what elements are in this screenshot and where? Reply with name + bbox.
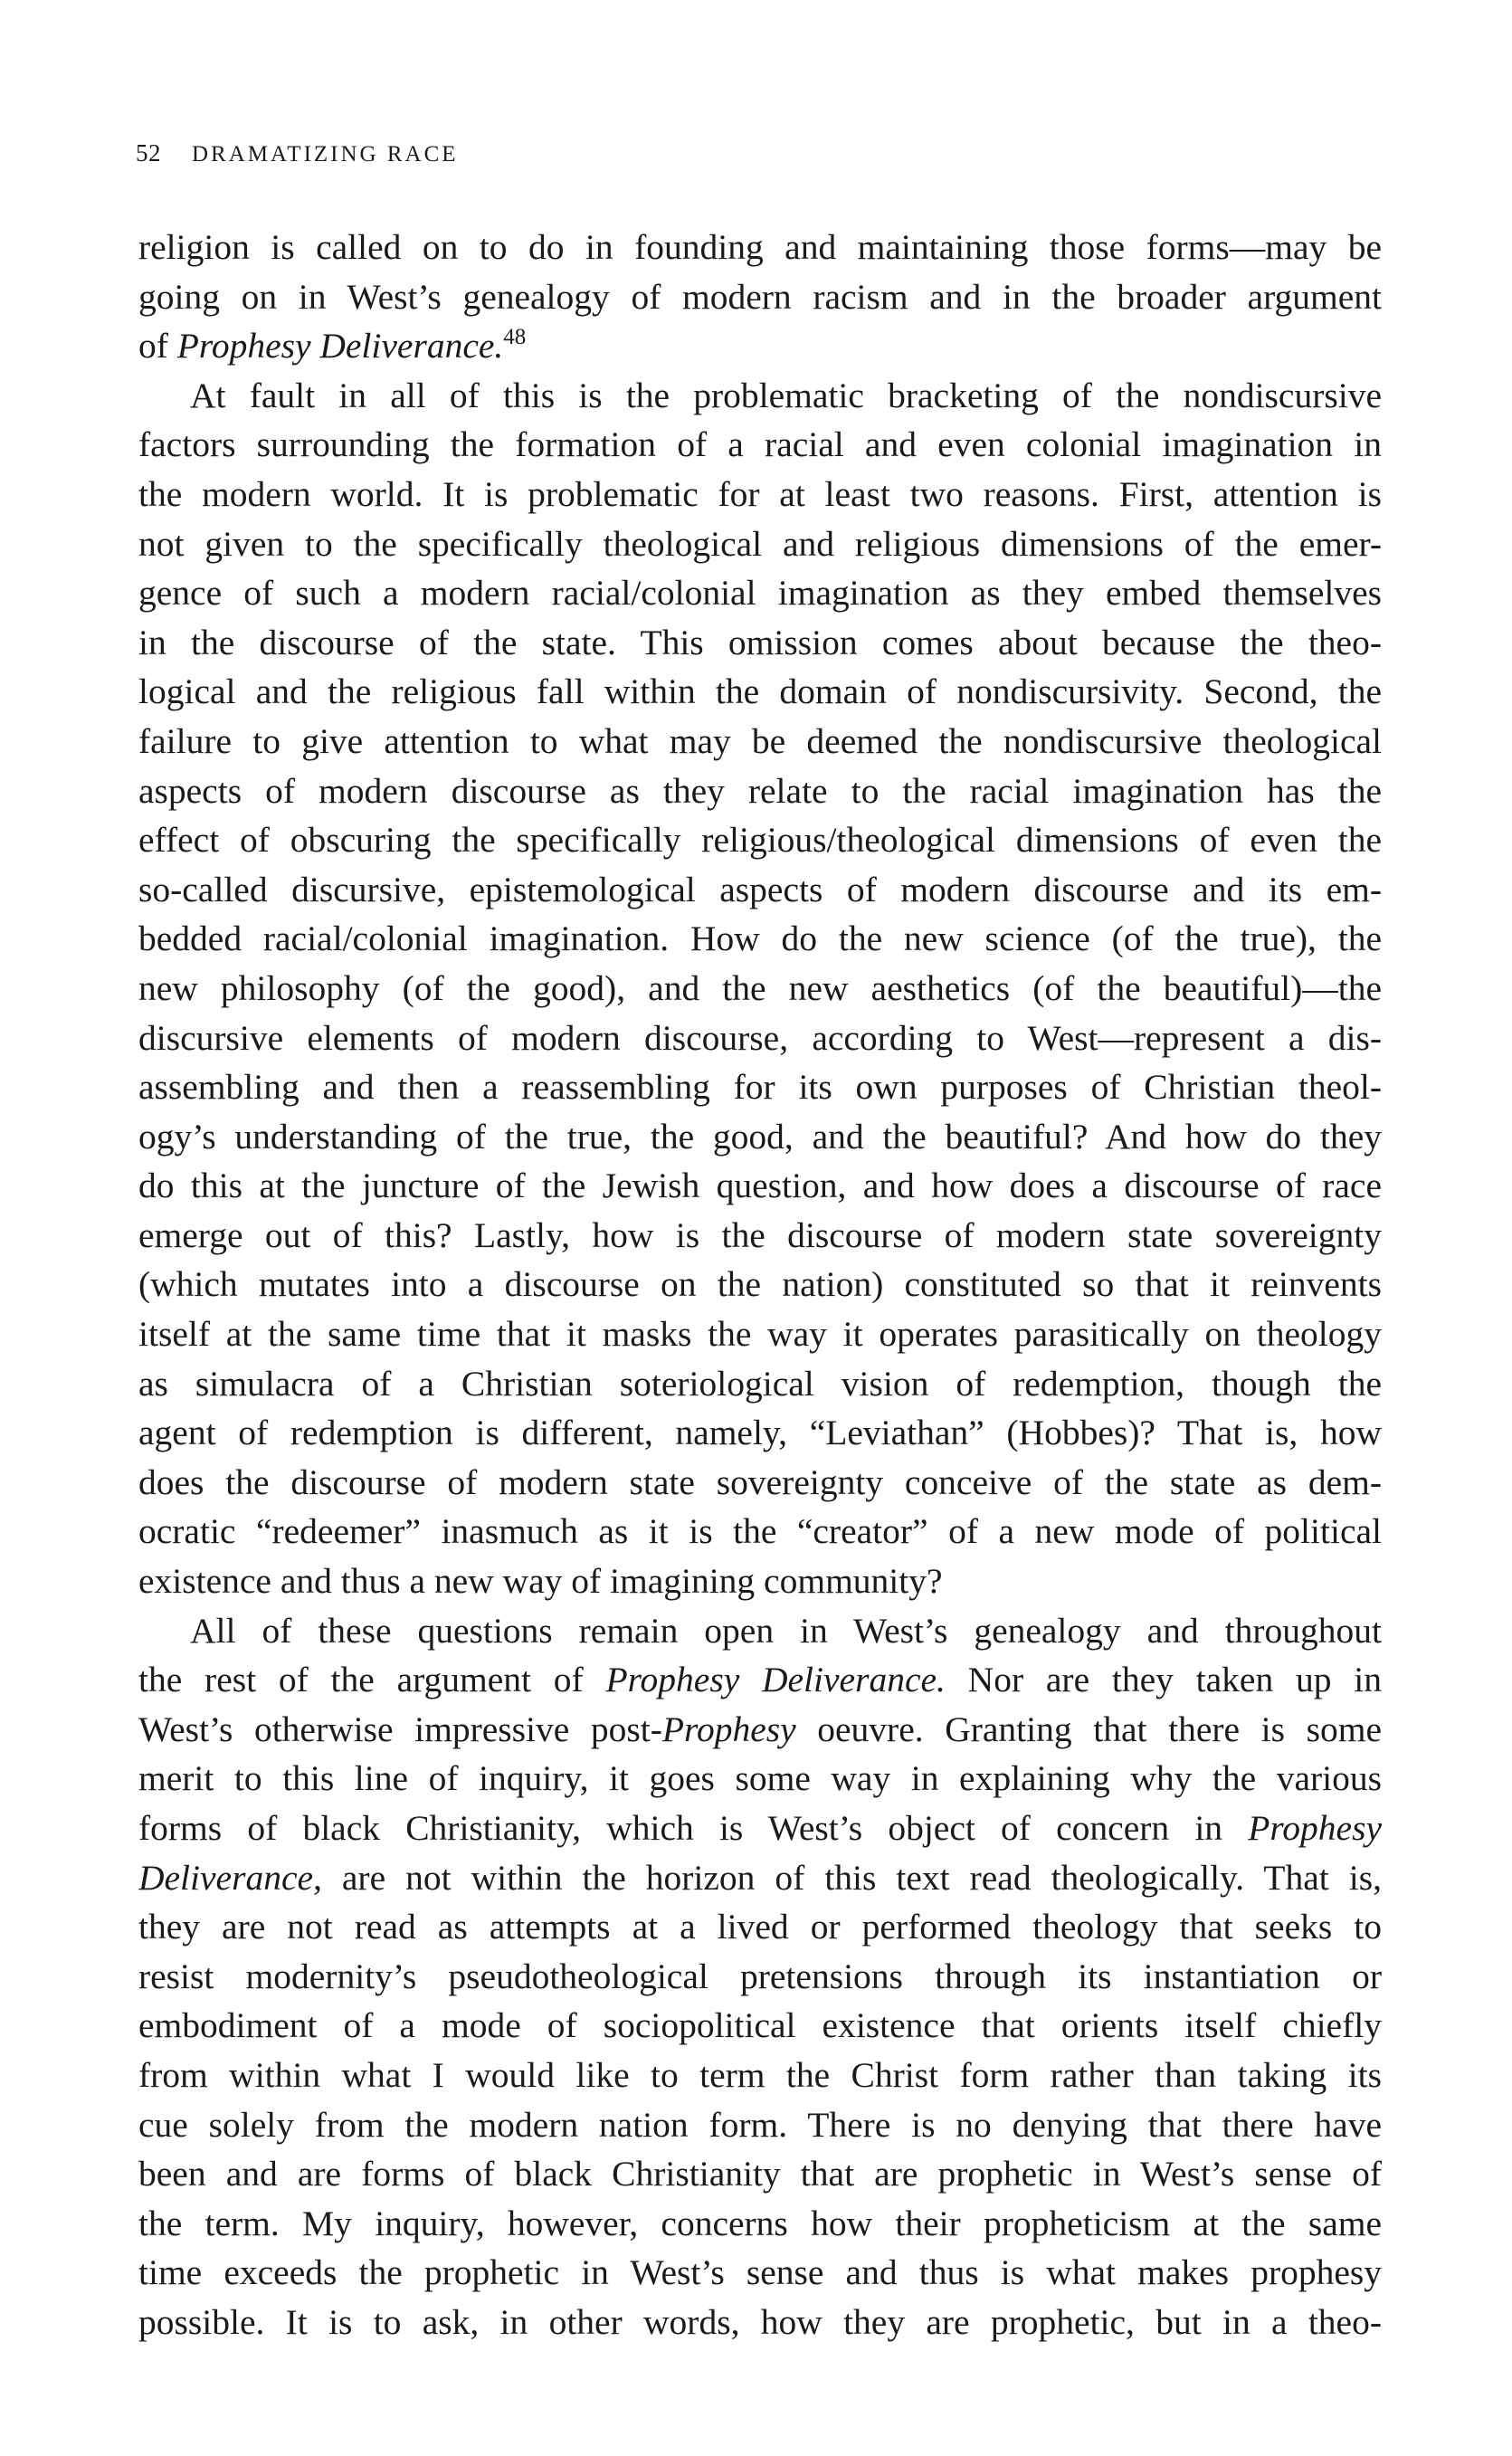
text-segment: new philosophy (of the good), and the new aesthetics (of the beautiful)—the: [138, 967, 1382, 1008]
text-segment: going on in West’s genealogy of modern racism and in the broader argument: [138, 276, 1382, 317]
text-segment: ocratic “redeemer” inasmuch as it is the “creator” of a new mode of political: [138, 1511, 1382, 1552]
text-line: [138, 1408, 1382, 1458]
italic-title: Prophesy: [1248, 1808, 1382, 1848]
text-line: [138, 1952, 1382, 2002]
running-title: DRAMATIZING RACE: [192, 142, 459, 167]
italic-title: Prophesy Deliverance.: [176, 326, 504, 366]
text-line: [138, 519, 1382, 569]
text-segment: (which mutates into a discourse on the nation) constituted so that it reinvents: [138, 1264, 1382, 1305]
text-line: [138, 321, 1382, 371]
text-segment: of: [138, 326, 177, 366]
text-line: [138, 2298, 1382, 2347]
text-segment: embodiment of a mode of sociopolitical existence that orients itself chiefly: [138, 2005, 1382, 2046]
body-text: [138, 223, 1382, 2347]
text-line: [138, 223, 1382, 272]
text-line: [138, 1458, 1382, 1508]
text-segment: the term. My inquiry, however, concerns how their propheticism at the same: [138, 2203, 1382, 2243]
text-segment: from within what I would like to term the Christ form rather than taking its: [138, 2054, 1382, 2095]
text-segment: cue solely from the modern nation form. There is no denying that there have: [138, 2104, 1382, 2145]
italic-title: Prophesy: [661, 1709, 796, 1749]
text-segment: the modern world. It is problematic for at least two reasons. First, attention is: [138, 473, 1382, 514]
text-line: [138, 865, 1382, 915]
running-head: [136, 141, 459, 166]
text-line: [138, 1754, 1382, 1804]
text-line: [138, 2248, 1382, 2298]
text-segment: religion is called on to do in founding and maintaining those forms—may be: [138, 227, 1382, 267]
text-segment: resist modernity’s pseudotheological pretensions through its instantiation or: [138, 1956, 1382, 1996]
text-line: [138, 2001, 1382, 2051]
text-line: [138, 1161, 1382, 1211]
text-line: [138, 2199, 1382, 2249]
text-segment: existence and thus a new way of imagining community?: [138, 1561, 943, 1602]
text-segment: in the discourse of the state. This omission comes about because the theo-: [138, 622, 1382, 662]
text-line: [138, 470, 1382, 519]
text-line: [138, 1112, 1382, 1162]
text-line: [138, 1655, 1382, 1705]
text-segment: are not within the horizon of this text read theologically. That is,: [321, 1857, 1382, 1898]
text-segment: time exceeds the prophetic in West’s sense and thus is what makes prophesy: [138, 2252, 1382, 2293]
text-segment: merit to this line of inquiry, it goes some way in explaining why the various: [138, 1758, 1382, 1799]
text-segment: the rest of the argument of: [138, 1660, 606, 1700]
text-line: [138, 914, 1382, 964]
text-segment: All of these questions remain open in West’s genealogy and throughout: [190, 1610, 1382, 1651]
text-segment: oeuvre. Granting that there is some: [795, 1709, 1382, 1749]
text-line: [138, 272, 1382, 322]
text-segment: gence of such a modern racial/colonial imagination as they embed themselves: [138, 573, 1382, 614]
text-line: [138, 1902, 1382, 1952]
text-line: [138, 1705, 1382, 1755]
text-line: [138, 1309, 1382, 1359]
text-segment: been and are forms of black Christianity that are prophetic in West’s sense of: [138, 2154, 1382, 2194]
italic-title: Deliverance,: [138, 1857, 322, 1898]
text-line: [138, 1014, 1382, 1063]
text-segment: itself at the same time that it masks the way it operates parasitically on theology: [138, 1314, 1382, 1355]
text-line: [138, 618, 1382, 668]
text-segment: not given to the specifically theological and religious dimensions of the emer-: [138, 523, 1382, 564]
text-line: [138, 2149, 1382, 2199]
text-segment: At fault in all of this is the problematic bracketing of the nondiscursive: [190, 375, 1382, 415]
text-segment: possible. It is to ask, in other words, how they are prophetic, but in a theo-: [138, 2301, 1382, 2342]
text-line: [138, 2051, 1382, 2100]
text-segment: assembling and then a reassembling for its own purposes of Christian theol-: [138, 1067, 1382, 1108]
text-line: [138, 371, 1382, 421]
text-segment: aspects of modern discourse as they relate to the racial imagination has the: [138, 770, 1382, 811]
text-line: [138, 964, 1382, 1014]
text-segment: discursive elements of modern discourse, according to West—represent a dis-: [138, 1017, 1382, 1058]
text-line: [138, 717, 1382, 766]
text-segment: they are not read as attempts at a lived or performed theology that seeks to: [138, 1907, 1382, 1947]
text-segment: effect of obscuring the specifically religious/theological dimensions of even the: [138, 820, 1382, 861]
text-segment: agent of redemption is different, namely, “Leviathan” (Hobbes)? That is, how: [138, 1413, 1382, 1453]
text-line: [138, 1211, 1382, 1261]
text-line: [138, 1606, 1382, 1656]
text-line: [138, 1853, 1382, 1903]
text-segment: do this at the juncture of the Jewish question, and how does a discourse of race: [138, 1166, 1382, 1206]
text-line: [138, 1556, 1382, 1606]
text-segment: forms of black Christianity, which is West’s object of concern in: [138, 1808, 1249, 1848]
text-segment: ogy’s understanding of the true, the good, and the beautiful? And how do they: [138, 1116, 1382, 1157]
page-number: 52: [136, 139, 161, 167]
text-segment: emerge out of this? Lastly, how is the discourse of modern state sovereignty: [138, 1214, 1382, 1255]
text-line: [138, 1507, 1382, 1556]
text-line: [138, 1804, 1382, 1853]
text-segment: bedded racial/colonial imagination. How do the new science (of the true), the: [138, 919, 1382, 959]
text-segment: as simulacra of a Christian soteriological vision of redemption, though the: [138, 1363, 1382, 1404]
italic-title: Prophesy Deliverance.: [605, 1660, 946, 1700]
text-segment: Nor are they taken up in: [945, 1660, 1382, 1700]
text-line: [138, 766, 1382, 816]
text-segment: logical and the religious fall within the domain of nondiscursivity. Second, the: [138, 671, 1382, 712]
text-line: [138, 420, 1382, 470]
text-line: [138, 1359, 1382, 1409]
text-segment: so-called discursive, epistemological aspects of modern discourse and its em-: [138, 869, 1382, 909]
text-segment: failure to give attention to what may be deemed the nondiscursive theological: [138, 720, 1382, 761]
footnote-marker: 48: [503, 325, 527, 350]
text-line: [138, 815, 1382, 865]
text-line: [138, 1260, 1382, 1309]
text-line: [138, 1062, 1382, 1112]
text-segment: factors surrounding the formation of a racial and even colonial imagination in: [138, 424, 1382, 465]
text-segment: does the discourse of modern state sovereignty conceive of the state as dem-: [138, 1461, 1382, 1502]
text-line: [138, 667, 1382, 717]
text-line: [138, 568, 1382, 618]
text-line: [138, 2100, 1382, 2150]
text-segment: West’s otherwise impressive post-: [138, 1709, 662, 1749]
